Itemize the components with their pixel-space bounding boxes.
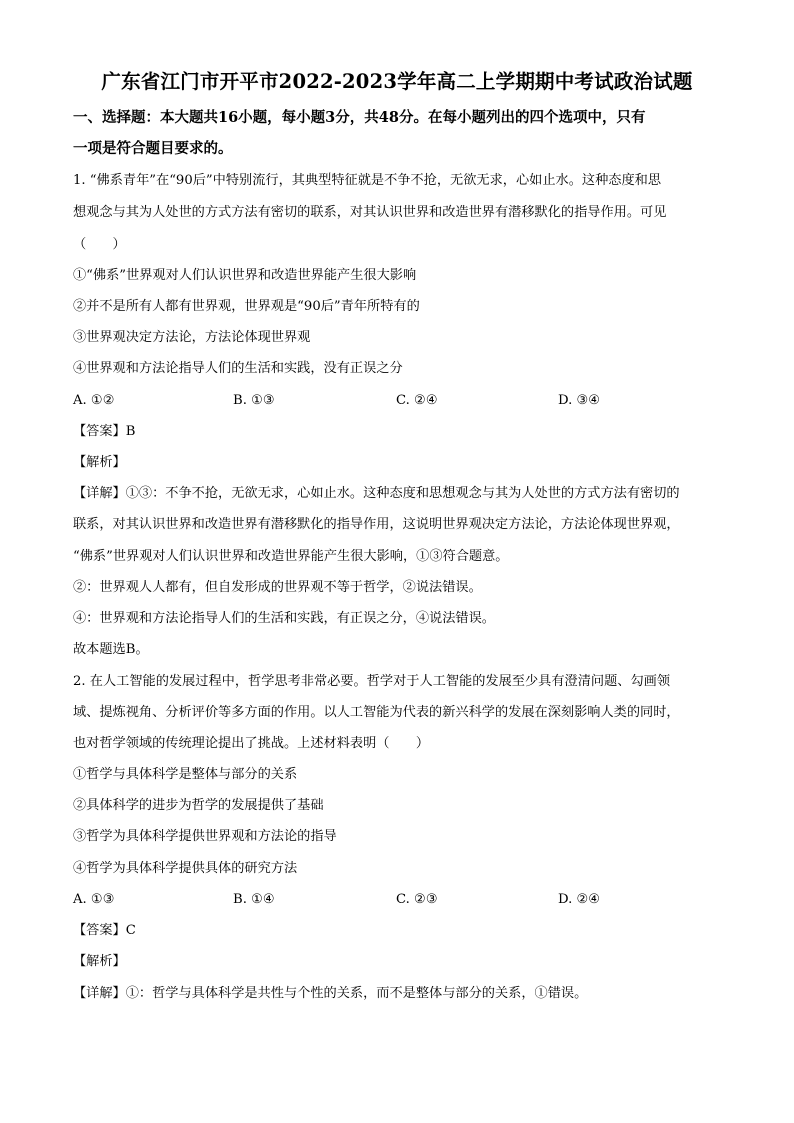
q2-answer: 【答案】C	[73, 923, 136, 938]
q1-conclusion: 故本题选B。	[73, 642, 149, 657]
q2-option-d: D. ②④	[558, 892, 601, 907]
page-title: 广东省江门市开平市2022-2023学年高二上学期期中考试政治试题	[101, 70, 693, 93]
q1-option-b: B. ①③	[233, 393, 275, 408]
q1-detail-line3: “佛系”世界观对人们认识世界和改造世界能产生很大影响，①③符合题意。	[73, 549, 509, 564]
q1-answer: 【答案】B	[73, 424, 136, 439]
q2-option-b: B. ①④	[233, 892, 275, 907]
q1-stem-line1: 1. “佛系青年”在“90后”中特别流行，其典型特征就是不争不抢，无欲无求，心如止水。这种态度和思	[73, 173, 662, 188]
q1-detail-line5: ④：世界观和方法论指导人们的生活和实践，有正误之分，④说法错误。	[73, 611, 495, 626]
q1-analysis-label: 【解析】	[73, 455, 126, 470]
q1-detail-line4: ②：世界观人人都有，但自发形成的世界观不等于哲学，②说法错误。	[73, 580, 482, 595]
q1-detail-line1: 【详解】①③：不争不抢，无欲无求，心如止水。这种态度和思想观念与其为人处世的方式方法有密切的	[73, 486, 680, 501]
q1-statement-3: ③世界观决定方法论，方法论体现世界观	[73, 330, 311, 345]
q2-statement-4: ④哲学为具体科学提供具体的研究方法	[73, 861, 298, 876]
q1-statement-4: ④世界观和方法论指导人们的生活和实践，没有正误之分	[73, 361, 403, 376]
q2-stem-line3: 也对哲学领域的传统理论提出了挑战。上述材料表明（ ）	[73, 736, 430, 751]
q1-stem-line2: 想观念与其为人处世的方式方法有密切的联系，对其认识世界和改造世界有潜移默化的指导作用。可见	[73, 205, 667, 220]
q2-stem-line2: 域、提炼视角、分析评价等多方面的作用。以人工智能为代表的新兴科学的发展在深刻影响人类的同时，	[73, 705, 680, 720]
q1-statement-2: ②并不是所有人都有世界观，世界观是“90后”青年所特有的	[73, 299, 420, 314]
q2-detail-line1: 【详解】①：哲学与具体科学是共性与个性的关系，而不是整体与部分的关系，①错误。	[73, 986, 588, 1001]
q2-option-c: C. ②③	[396, 892, 438, 907]
q1-option-a: A. ①②	[73, 393, 115, 408]
q1-detail-line2: 联系，对其认识世界和改造世界有潜移默化的指导作用，这说明世界观决定方法论，方法论体现世界观，	[73, 517, 680, 532]
section-heading-line1: 一、选择题：本大题共16小题，每小题3分，共48分。在每小题列出的四个选项中，只有	[73, 109, 646, 126]
q1-statement-1: ①“佛系”世界观对人们认识世界和改造世界能产生很大影响	[73, 268, 417, 283]
q2-stem-line1: 2. 在人工智能的发展过程中，哲学思考非常必要。哲学对于人工智能的发展至少具有澄清问题、勾画领	[73, 674, 671, 689]
section-heading-line2: 一项是符合题目要求的。	[73, 140, 233, 157]
q1-stem-line3: （ ）	[73, 237, 126, 252]
q2-statement-2: ②具体科学的进步为哲学的发展提供了基础	[73, 798, 324, 813]
q2-statement-1: ①哲学与具体科学是整体与部分的关系	[73, 767, 298, 782]
q1-option-d: D. ③④	[558, 393, 601, 408]
q1-option-c: C. ②④	[396, 393, 438, 408]
q2-analysis-label: 【解析】	[73, 954, 126, 969]
q2-option-a: A. ①③	[73, 892, 115, 907]
q2-statement-3: ③哲学为具体科学提供世界观和方法论的指导	[73, 829, 337, 844]
